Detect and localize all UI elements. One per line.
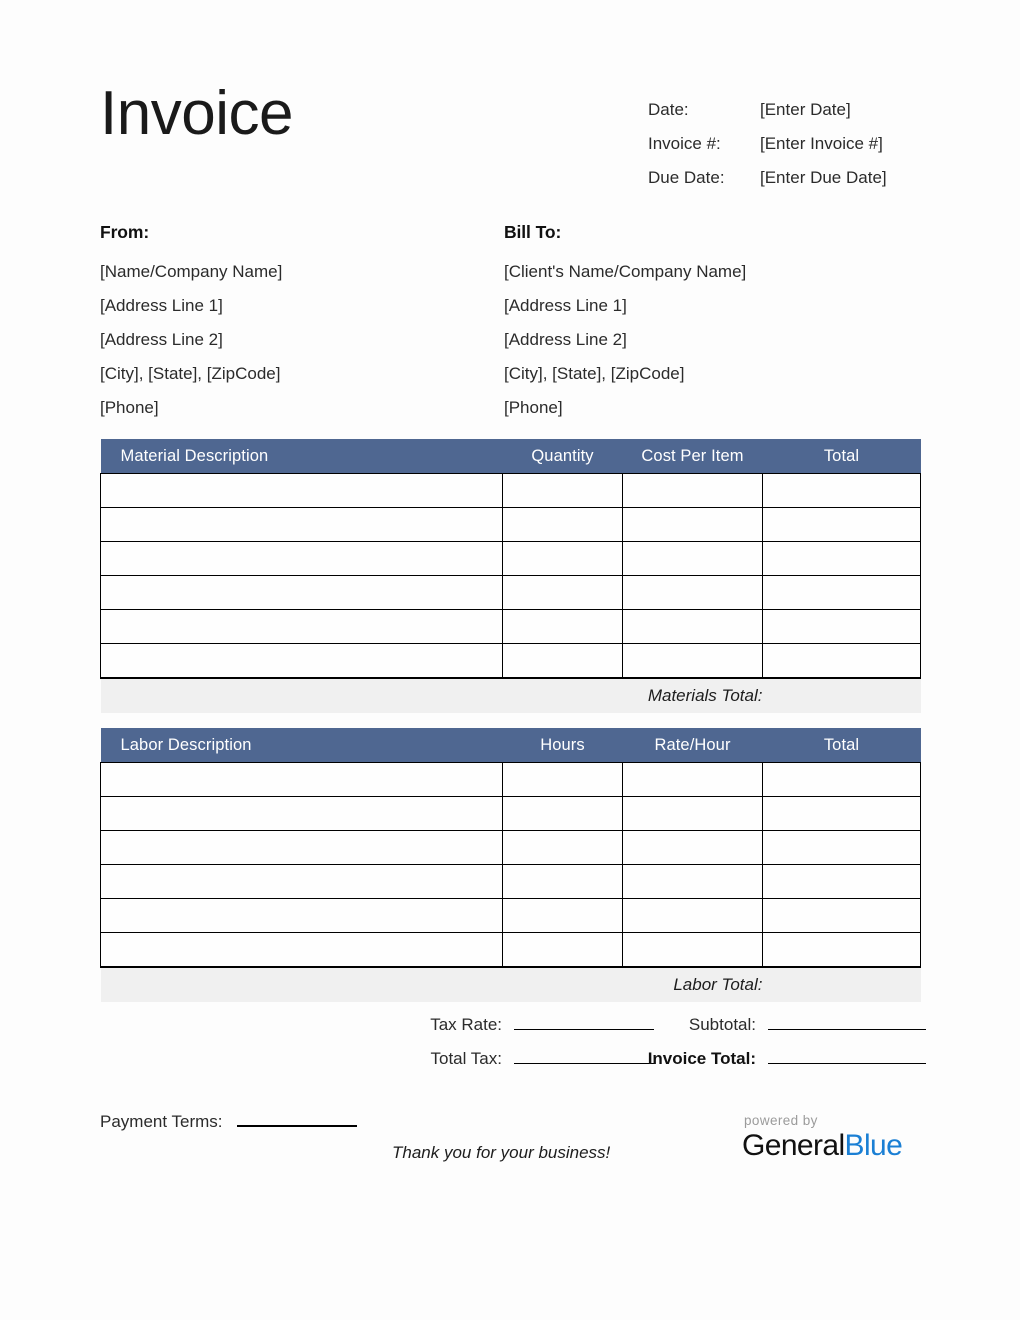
labor-cell-total[interactable]	[763, 763, 921, 797]
bill-to-title: Bill To:	[504, 222, 562, 242]
materials-cell-total[interactable]	[763, 542, 921, 576]
invoice-number-label: Invoice #:	[648, 134, 721, 153]
labor-col-hours: Hours	[503, 728, 623, 763]
labor-total-label: Labor Total:	[101, 967, 763, 1002]
materials-cell-cost[interactable]	[623, 610, 763, 644]
table-row	[101, 763, 921, 797]
materials-cell-quantity[interactable]	[503, 508, 623, 542]
materials-total-label: Materials Total:	[101, 678, 763, 713]
bill-to-line-address1[interactable]: [Address Line 1]	[504, 296, 627, 315]
materials-table	[100, 439, 921, 713]
invoice-number-value[interactable]: [Enter Invoice #]	[760, 134, 883, 153]
powered-by-label: powered by	[744, 1113, 818, 1128]
labor-header-row	[101, 728, 921, 763]
materials-cell-description[interactable]	[101, 542, 503, 576]
invoice-total-row	[572, 1046, 926, 1069]
labor-col-total: Total	[763, 728, 921, 763]
materials-cell-description[interactable]	[101, 610, 503, 644]
materials-cell-total[interactable]	[763, 508, 921, 542]
materials-cell-cost[interactable]	[623, 576, 763, 610]
date-label: Date:	[648, 100, 689, 119]
materials-cell-total[interactable]	[763, 644, 921, 679]
subtotal-row	[572, 1012, 926, 1035]
materials-cell-cost[interactable]	[623, 508, 763, 542]
materials-table-body	[101, 474, 921, 679]
table-row	[101, 542, 921, 576]
table-row	[101, 831, 921, 865]
meta-row-invoice-number	[648, 134, 948, 168]
invoice-total-input[interactable]	[768, 1046, 926, 1064]
labor-cell-total[interactable]	[763, 797, 921, 831]
labor-cell-total[interactable]	[763, 899, 921, 933]
table-row	[101, 610, 921, 644]
bill-to-block	[504, 222, 908, 425]
parties-section	[100, 222, 920, 425]
logo-general-text: General	[742, 1129, 845, 1162]
logo-wordmark	[742, 1129, 922, 1163]
meta-row-date	[648, 100, 948, 134]
materials-cell-cost[interactable]	[623, 474, 763, 508]
labor-cell-description[interactable]	[101, 831, 503, 865]
table-row	[101, 865, 921, 899]
labor-cell-hours[interactable]	[503, 865, 623, 899]
labor-cell-description[interactable]	[101, 933, 503, 968]
from-line-address2[interactable]: [Address Line 2]	[100, 330, 223, 349]
labor-cell-description[interactable]	[101, 865, 503, 899]
table-row	[101, 508, 921, 542]
materials-cell-description[interactable]	[101, 576, 503, 610]
labor-cell-total[interactable]	[763, 831, 921, 865]
payment-terms-row	[100, 1108, 357, 1132]
materials-cell-quantity[interactable]	[503, 474, 623, 508]
labor-total-row	[101, 967, 921, 1002]
materials-cell-quantity[interactable]	[503, 644, 623, 679]
payment-terms-label: Payment Terms:	[100, 1112, 223, 1131]
materials-cell-total[interactable]	[763, 610, 921, 644]
materials-cell-description[interactable]	[101, 644, 503, 679]
materials-col-description: Material Description	[101, 439, 503, 474]
bill-to-line-city-state-zip[interactable]: [City], [State], [ZipCode]	[504, 364, 685, 383]
materials-cell-total[interactable]	[763, 474, 921, 508]
labor-cell-description[interactable]	[101, 797, 503, 831]
invoice-total-label: Invoice Total:	[647, 1049, 756, 1068]
thank-you-note: Thank you for your business!	[392, 1143, 611, 1162]
labor-cell-rate[interactable]	[623, 899, 763, 933]
materials-cell-cost[interactable]	[623, 644, 763, 679]
from-line-city-state-zip[interactable]: [City], [State], [ZipCode]	[100, 364, 281, 383]
logo-blue-text: Blue	[844, 1129, 903, 1162]
labor-cell-hours[interactable]	[503, 831, 623, 865]
materials-total-row	[101, 678, 921, 713]
subtotal-input[interactable]	[768, 1012, 926, 1030]
invoice-meta	[648, 100, 948, 202]
materials-cell-quantity[interactable]	[503, 576, 623, 610]
materials-header-row	[101, 439, 921, 474]
table-row	[101, 644, 921, 679]
table-row	[101, 474, 921, 508]
bill-to-line-name[interactable]: [Client's Name/Company Name]	[504, 262, 747, 281]
payment-terms-input[interactable]	[237, 1108, 357, 1127]
labor-table-body	[101, 763, 921, 968]
table-row	[101, 576, 921, 610]
materials-col-quantity: Quantity	[503, 439, 623, 474]
subtotal-label: Subtotal:	[688, 1015, 756, 1034]
labor-col-description: Labor Description	[101, 728, 503, 763]
due-date-label: Due Date:	[648, 168, 725, 187]
materials-cell-quantity[interactable]	[503, 610, 623, 644]
labor-cell-hours[interactable]	[503, 899, 623, 933]
from-line-phone[interactable]: [Phone]	[100, 398, 159, 417]
materials-cell-total[interactable]	[763, 576, 921, 610]
bill-to-line-address2[interactable]: [Address Line 2]	[504, 330, 627, 349]
labor-cell-description[interactable]	[101, 763, 503, 797]
materials-table-foot	[101, 678, 921, 713]
labor-col-rate-per-hour: Rate/Hour	[623, 728, 763, 763]
labor-table	[100, 728, 921, 1002]
table-row	[101, 797, 921, 831]
page-title: Invoice	[100, 79, 293, 148]
labor-cell-hours[interactable]	[503, 763, 623, 797]
materials-cell-description[interactable]	[101, 474, 503, 508]
materials-col-total: Total	[763, 439, 921, 474]
labor-cell-rate[interactable]	[623, 763, 763, 797]
meta-row-due-date	[648, 168, 948, 202]
tax-rate-label: Tax Rate:	[430, 1015, 502, 1034]
labor-table-head	[101, 728, 921, 763]
table-row	[101, 933, 921, 968]
date-value[interactable]: [Enter Date]	[760, 100, 851, 119]
labor-cell-description[interactable]	[101, 899, 503, 933]
labor-cell-hours[interactable]	[503, 797, 623, 831]
labor-cell-rate[interactable]	[623, 831, 763, 865]
labor-table-foot	[101, 967, 921, 1002]
table-row	[101, 899, 921, 933]
from-title: From:	[100, 222, 150, 242]
materials-table-head	[101, 439, 921, 474]
due-date-value[interactable]: [Enter Due Date]	[760, 168, 887, 187]
labor-cell-hours[interactable]	[503, 933, 623, 968]
bill-to-line-phone[interactable]: [Phone]	[504, 398, 563, 417]
labor-cell-total[interactable]	[763, 933, 921, 968]
materials-cell-quantity[interactable]	[503, 542, 623, 576]
labor-cell-rate[interactable]	[623, 797, 763, 831]
from-line-address1[interactable]: [Address Line 1]	[100, 296, 223, 315]
from-line-name[interactable]: [Name/Company Name]	[100, 262, 283, 281]
labor-cell-rate[interactable]	[623, 933, 763, 968]
labor-cell-total[interactable]	[763, 865, 921, 899]
totals-section	[100, 1006, 920, 1080]
materials-col-cost-per-item: Cost Per Item	[623, 439, 763, 474]
generalblue-logo	[742, 1113, 922, 1163]
labor-cell-rate[interactable]	[623, 865, 763, 899]
materials-cell-description[interactable]	[101, 508, 503, 542]
total-tax-label: Total Tax:	[430, 1049, 502, 1068]
from-block	[100, 222, 504, 425]
materials-total-value[interactable]	[763, 678, 921, 713]
labor-total-value[interactable]	[763, 967, 921, 1002]
materials-cell-cost[interactable]	[623, 542, 763, 576]
